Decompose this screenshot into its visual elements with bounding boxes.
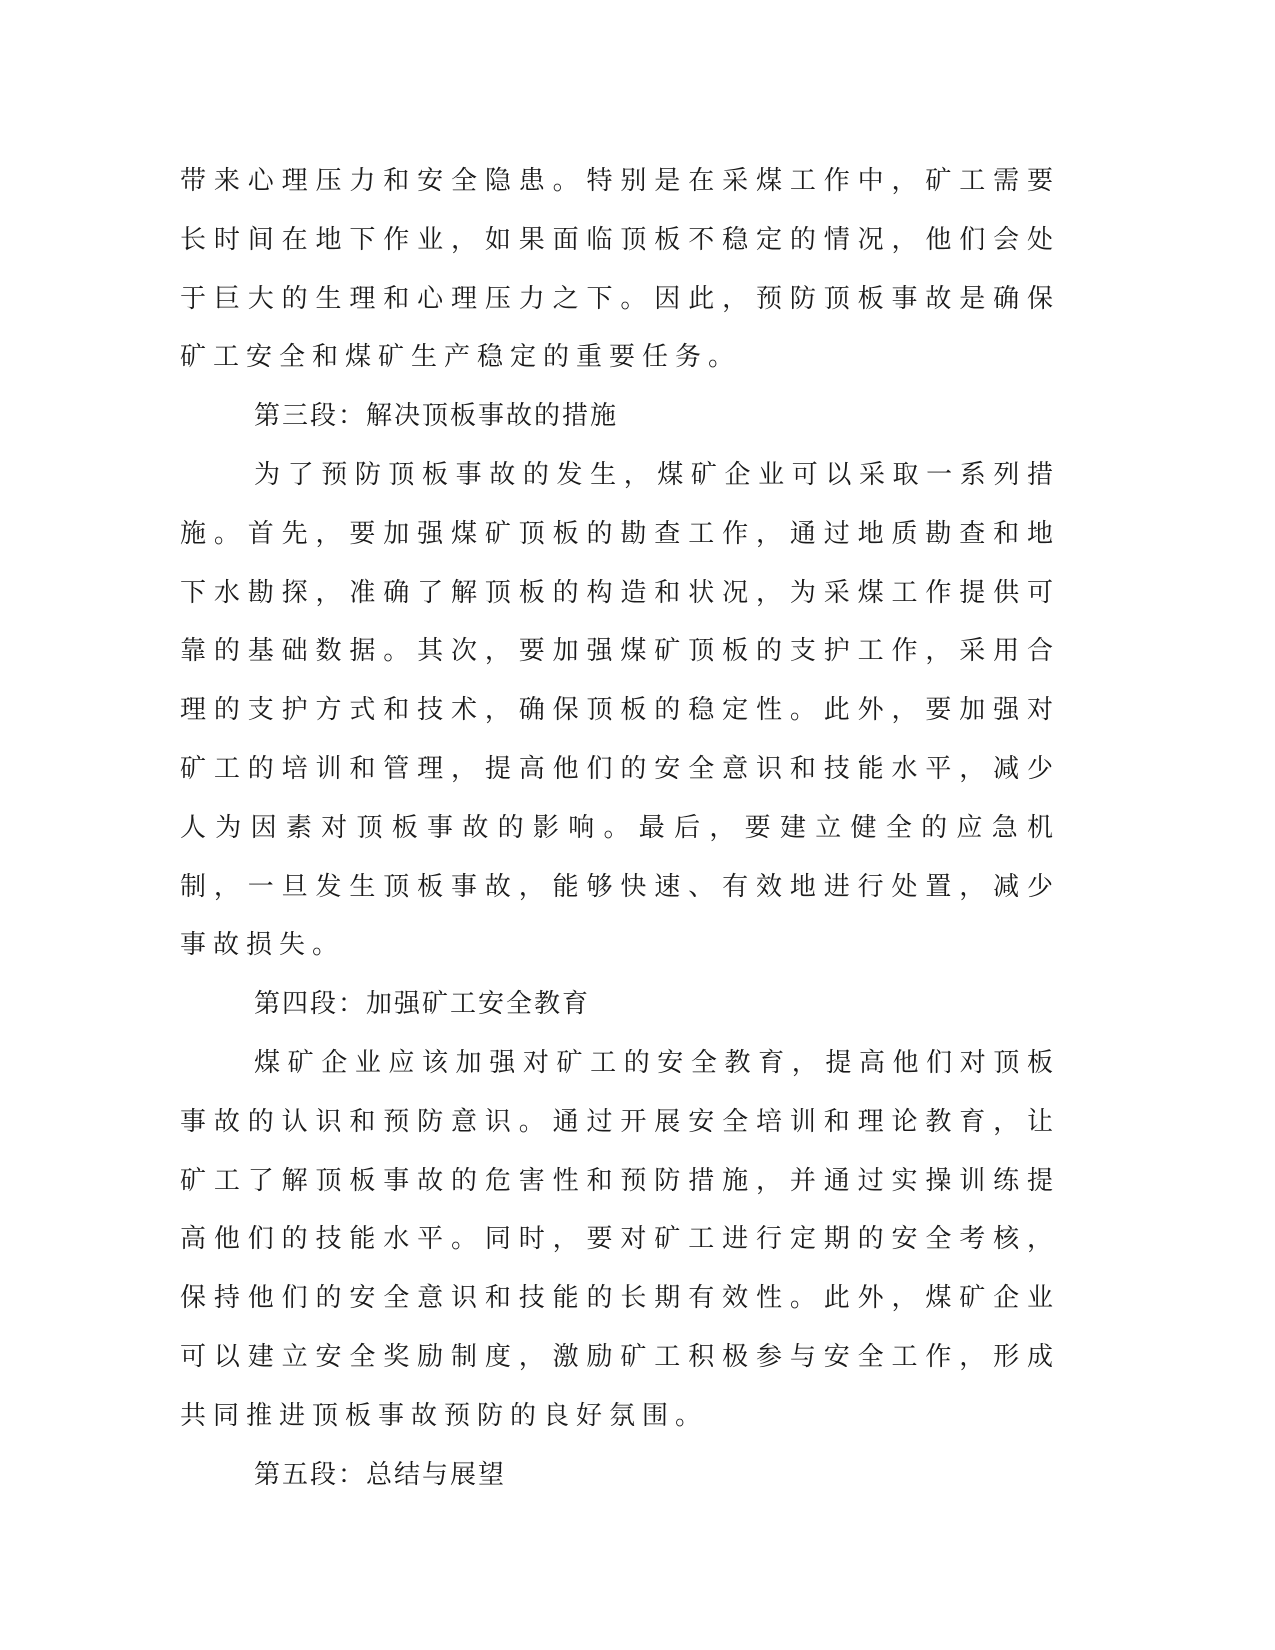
document-page xyxy=(180,152,1060,1504)
section-heading-5: 第五段：总结与展望 xyxy=(254,1459,507,1490)
section-heading-4: 第四段：加强矿工安全教育 xyxy=(254,989,591,1020)
paragraph-continued: 带来心理压力和安全隐患。特别是在采煤工作中，矿工需要长时间在地下作业，如果面临顶板不稳定的情况，他们会处于巨大的生理和心理压力之下。因此，预防顶板事故是确保矿工安全和煤矿生产稳定的重要任务。 xyxy=(180,166,1060,373)
paragraph-section-4: 煤矿企业应该加强对矿工的安全教育，提高他们对顶板事故的认识和预防意识。通过开展安全培训和理论教育，让矿工了解顶板事故的危害性和预防措施，并通过实操训练提高他们的技能水平。同时，要对矿工进行定期的安全考核，保持他们的安全意识和技能的长期有效性。此外，煤矿企业可以建立安全奖励制度，激励矿工积极参与安全工作，形成共同推进顶板事故预防的良好氛围。 xyxy=(180,1047,1060,1431)
paragraph-section-3: 为了预防顶板事故的发生，煤矿企业可以采取一系列措施。首先，要加强煤矿顶板的勘查工作，通过地质勘查和地下水勘探，准确了解顶板的构造和状况，为采煤工作提供可靠的基础数据。其次，要加强煤矿顶板的支护工作，采用合理的支护方式和技术，确保顶板的稳定性。此外，要加强对矿工的培训和管理，提高他们的安全意识和技能水平，减少人为因素对顶板事故的影响。最后，要建立健全的应急机制，一旦发生顶板事故，能够快速、有效地进行处置，减少事故损失。 xyxy=(180,459,1060,961)
section-heading-3: 第三段：解决顶板事故的措施 xyxy=(254,401,619,432)
